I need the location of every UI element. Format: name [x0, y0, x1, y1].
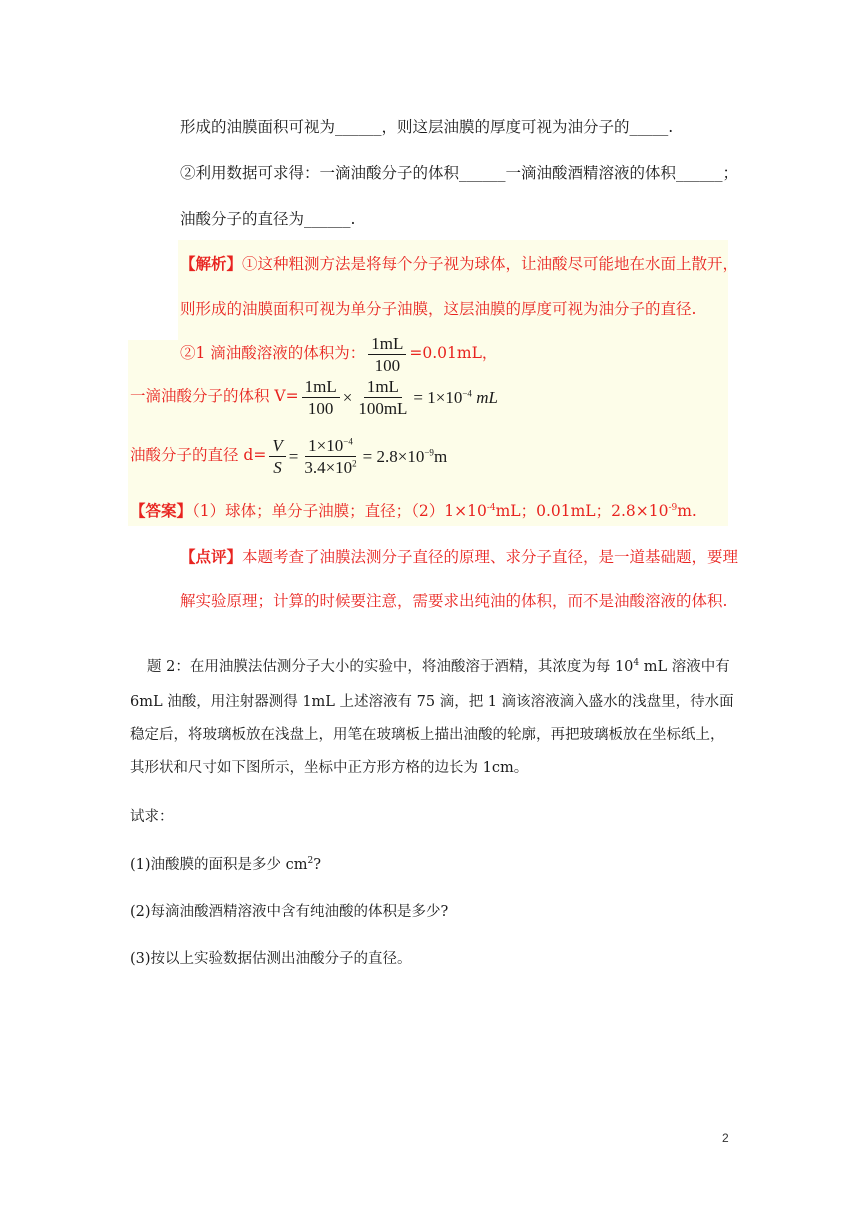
- question-2: (2)每滴油酸酒精溶液中含有纯油酸的体积是多少?: [130, 904, 449, 920]
- formula-3-result: = $2.8\times 10^{-9}m$: [362, 446, 448, 466]
- problem2-line-1: 题 2：在用油膜法估测分子大小的实验中，将油酸溶于酒精，其浓度为每 $10^4$ mL 溶液中有: [147, 658, 730, 675]
- formula-3-a-den: S: [273, 457, 282, 477]
- question-1: (1)油酸膜的面积是多少 $cm^2$?: [130, 856, 322, 873]
- blank-line-1: 形成的油膜面积可视为______，则这层油膜的厚度可视为油分子的_____.: [180, 118, 674, 136]
- question-3: (3)按以上实验数据估测出油酸分子的直径。: [130, 951, 412, 967]
- formula-2-a-den: 100: [307, 398, 334, 418]
- formula-3-fraction-b: [301, 437, 359, 476]
- formula-3-a-num: V: [269, 437, 285, 457]
- formula-2-a-num: 1mL: [302, 378, 340, 398]
- formula-2-b-num: 1mL: [364, 378, 402, 398]
- formula-1-num: 1mL: [368, 335, 406, 355]
- formula-1-den: 100: [374, 355, 401, 375]
- times-sign: ×: [342, 387, 353, 407]
- formula-3-b-den: $3.4\times 10^2$: [304, 457, 357, 477]
- formula-2-b-den: 100mL: [358, 398, 408, 418]
- analysis-line-1: [180, 256, 738, 273]
- formula-3: [130, 432, 447, 480]
- ask-label: 试求：: [130, 809, 174, 825]
- comment-line-2: 解实验原理；计算的时候要注意，需要求出纯油的体积，而不是油酸溶液的体积.: [180, 592, 728, 610]
- comment-tag: 【点评】: [180, 547, 243, 566]
- answer-tag: 【答案】: [130, 501, 193, 520]
- formula-3-b-num: $1\times 10^{-4}$: [305, 437, 356, 457]
- formula-1-suffix: =0.01mL，: [409, 344, 498, 363]
- formula-1-fraction: [368, 335, 406, 374]
- problem2-line-4: 其形状和尺寸如下图所示，坐标中正方形方格的边长为 1cm。: [130, 760, 529, 776]
- formula-1-prefix: ②1 滴油酸溶液的体积为：: [180, 344, 366, 363]
- problem2-line-3: 稳定后，将玻璃板放在浅盘上，用笔在玻璃板上描出油酸的轮廓，再把玻璃板放在坐标纸上，: [130, 727, 725, 743]
- equals-sign: =: [288, 446, 299, 466]
- formula-1: [180, 332, 497, 376]
- formula-3-fraction-a: [269, 437, 285, 476]
- formula-2-result: = $1\times 10^{-4}$ mL: [413, 387, 498, 407]
- problem2-line-2: 6mL 油酸，用注射器测得 1mL 上述溶液有 75 滴，把 1 滴该溶液滴入盛水的浅盘里，待水面: [130, 694, 734, 710]
- formula-2-fraction-a: [302, 378, 340, 417]
- formula-2: [130, 375, 498, 419]
- formula-3-prefix: 油酸分子的直径 d=: [130, 446, 267, 465]
- blank-line-2: ②利用数据可求得：一滴油酸分子的体积______一滴油酸酒精溶液的体积______；: [180, 164, 739, 182]
- analysis-tag: 【解析】: [180, 254, 243, 273]
- analysis-line-2: 则形成的油膜面积可视为单分子油膜，这层油膜的厚度可视为油分子的直径.: [180, 300, 697, 318]
- answer-line: 【答案】（1）球体；单分子油膜；直径；$(2)1\times 10^{-4}mL$；0.01mL；$2.8\times 10^{-9}m$.: [130, 501, 697, 520]
- formula-2-fraction-b: [355, 378, 410, 417]
- formula-2-prefix: 一滴油酸分子的体积 V=: [130, 387, 299, 406]
- page-number: 2: [722, 1131, 729, 1145]
- comment-line-1: 【点评】本题考查了油膜法测分子直径的原理、求分子直径，是一道基础题，要理: [180, 547, 739, 566]
- analysis-text-1: ①这种粗测方法是将每个分子视为球体，让油酸尽可能地在水面上散开，: [242, 255, 739, 273]
- blank-line-3: 油酸分子的直径为______.: [180, 210, 356, 228]
